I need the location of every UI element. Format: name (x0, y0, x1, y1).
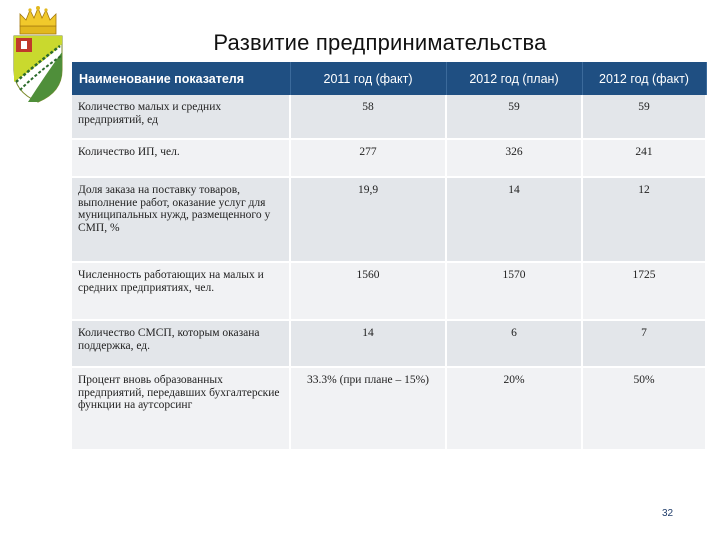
table-row (72, 139, 706, 177)
page-number: 32 (662, 508, 674, 519)
cell-2011-fact: 14 (290, 320, 446, 367)
indicators-table (72, 62, 707, 451)
cell-2012-plan: 20% (446, 367, 582, 450)
cell-2011-fact: 1560 (290, 262, 446, 320)
table-header-row (72, 62, 706, 95)
column-header-2012-fact: 2012 год (факт) (582, 62, 706, 95)
cell-2011-fact: 58 (290, 95, 446, 139)
cell-2011-fact: 33.3% (при плане – 15%) (290, 367, 446, 450)
row-label: Количество ИП, чел. (72, 139, 290, 177)
table-row (72, 320, 706, 367)
cell-2012-plan: 59 (446, 95, 582, 139)
table-row (72, 95, 706, 139)
cell-2012-fact: 59 (582, 95, 706, 139)
column-header-2011-fact: 2011 год (факт) (290, 62, 446, 95)
cell-2012-fact: 7 (582, 320, 706, 367)
cell-2012-fact: 12 (582, 177, 706, 262)
crown-icon (20, 6, 56, 34)
row-label: Численность работающих на малых и средних предприятиях, чел. (72, 262, 290, 320)
row-label: Количество малых и средних предприятий, ед (72, 95, 290, 139)
coat-of-arms-icon (6, 4, 70, 104)
cell-2011-fact: 19,9 (290, 177, 446, 262)
shield-icon (14, 36, 62, 102)
cell-2012-fact: 1725 (582, 262, 706, 320)
cell-2012-plan: 6 (446, 320, 582, 367)
column-header-indicator: Наименование показателя (72, 62, 290, 95)
cell-2012-fact: 241 (582, 139, 706, 177)
slide-title: Развитие предпринимательства (213, 30, 547, 55)
row-label: Доля заказа на поставку товаров, выполнение работ, оказание услуг для муниципальных нужд, размещенного у СМП, % (72, 177, 290, 262)
cell-2011-fact: 277 (290, 139, 446, 177)
row-label: Количество СМСП, которым оказана поддержка, ед. (72, 320, 290, 367)
table-row (72, 367, 706, 450)
row-label: Процент вновь образованных предприятий, передавших бухгалтерские функции на аутсорсинг (72, 367, 290, 450)
cell-2012-fact: 50% (582, 367, 706, 450)
column-header-2012-plan: 2012 год (план) (446, 62, 582, 95)
cell-2012-plan: 1570 (446, 262, 582, 320)
cell-2012-plan: 14 (446, 177, 582, 262)
table-row (72, 177, 706, 262)
table-row (72, 262, 706, 320)
cell-2012-plan: 326 (446, 139, 582, 177)
